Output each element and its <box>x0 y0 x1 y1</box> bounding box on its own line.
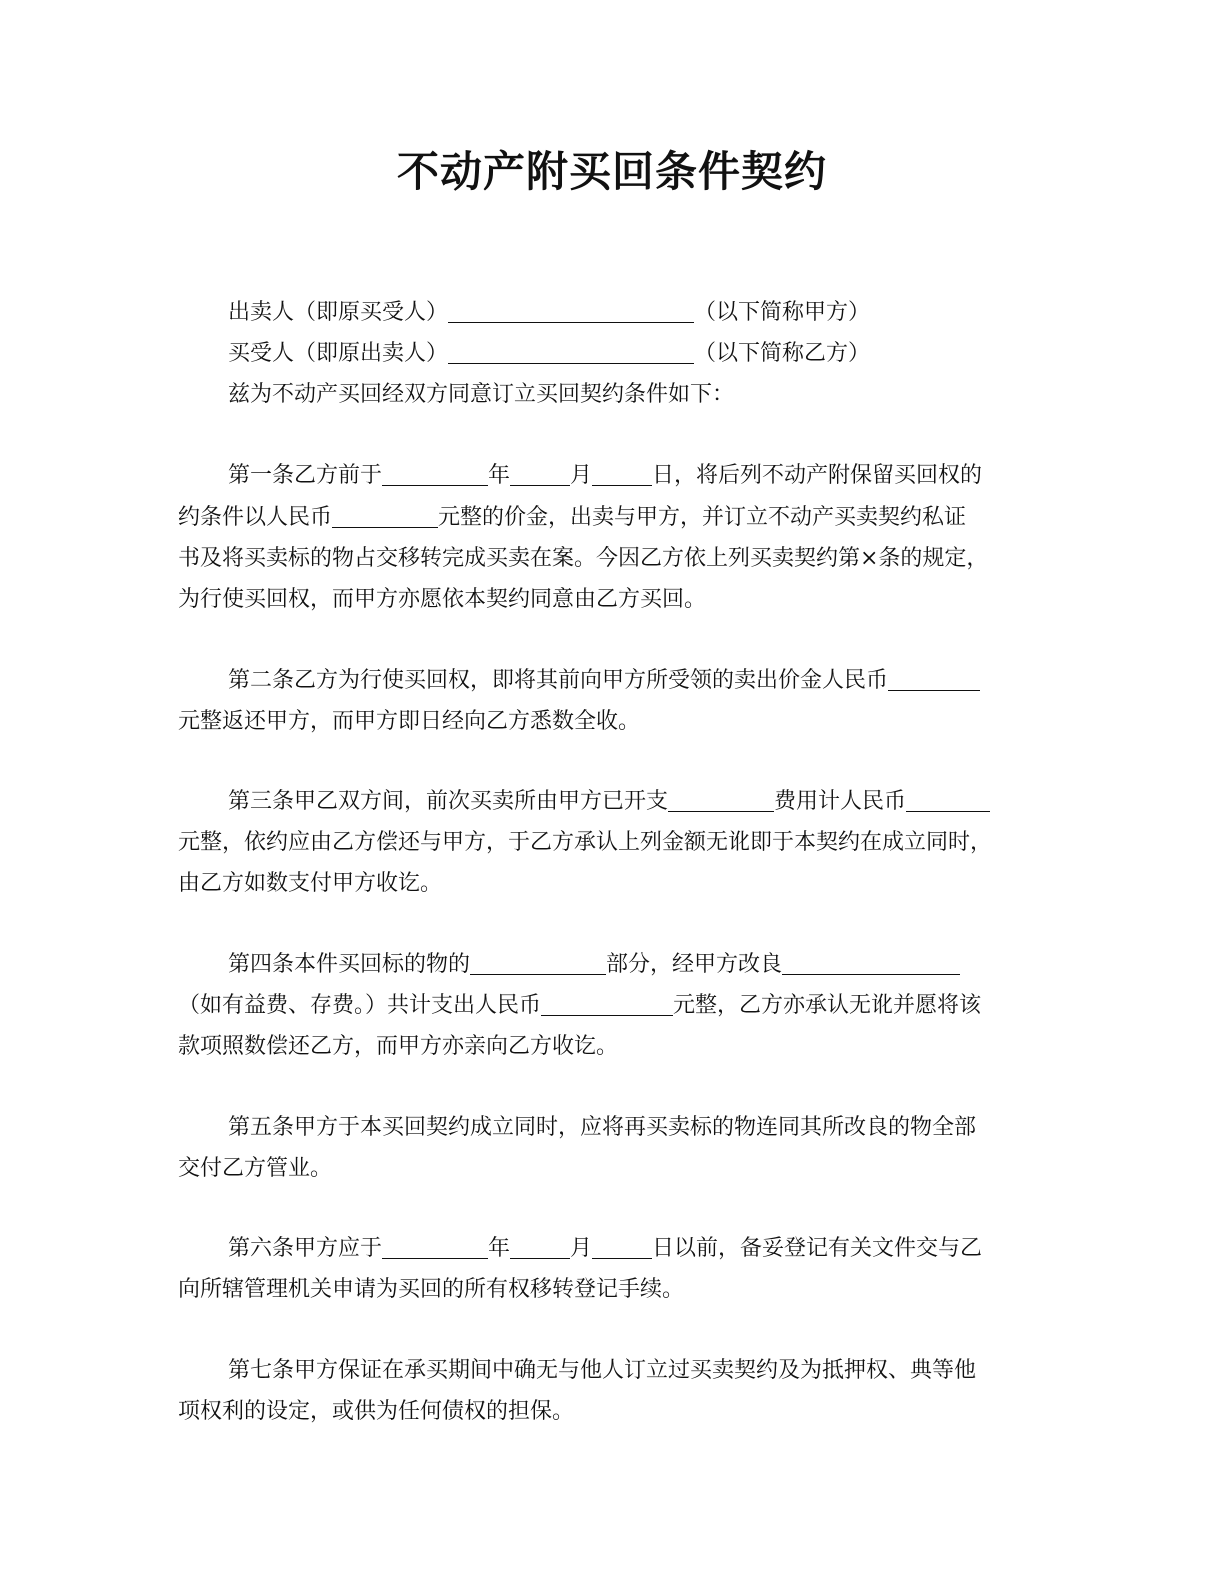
day-blank <box>592 463 652 486</box>
article-1-text: 元整的价金，出卖与甲方，并订立不动产买卖契约私证 <box>438 505 967 530</box>
amount-blank <box>541 993 673 1016</box>
article-1-line-4: 为行使买回权，而甲方亦愿依本契约同意由乙方买回。 <box>178 587 707 612</box>
article-4-text: （如有益费、存费。）共计支出人民币 <box>178 993 542 1018</box>
buyer-suffix: （以下简称乙方） <box>694 341 871 366</box>
article-4-line-2 <box>178 991 1058 1021</box>
intro-line: 兹为不动产买回经双方同意订立买回契约条件如下： <box>228 382 735 407</box>
article-6-text: 第六条甲方应于 <box>228 1236 383 1261</box>
article-6-line-1 <box>228 1234 1108 1264</box>
amount-blank <box>906 789 990 812</box>
article-6-line-2: 向所辖管理机关申请为买回的所有权移转登记手续。 <box>178 1277 685 1302</box>
part-blank <box>470 952 606 975</box>
article-1-text: 第一条乙方前于 <box>228 463 383 488</box>
seller-suffix: （以下简称甲方） <box>694 300 871 325</box>
year-blank <box>382 463 488 486</box>
article-6-text: 日以前，备妥登记有关文件交与乙 <box>652 1236 983 1261</box>
article-7-line-2: 项权利的设定，或供为任何债权的担保。 <box>178 1399 575 1424</box>
article-4-line-1 <box>228 950 1108 980</box>
buyer-name-blank <box>448 341 694 364</box>
article-1-text: 日，将后列不动产附保留买回权的 <box>652 463 983 488</box>
price-blank <box>332 505 438 528</box>
buyer-line <box>228 339 1108 369</box>
article-5-line-1: 第五条甲方于本买回契约成立同时，应将再买卖标的物连同其所改良的物全部 <box>228 1115 977 1140</box>
article-2-text: 第二条乙方为行使买回权，即将其前向甲方所受领的卖出价金人民币 <box>228 668 889 693</box>
article-3-line-2: 元整，依约应由乙方偿还与甲方，于乙方承认上列金额无讹即于本契约在成立同时， <box>178 830 993 855</box>
article-1-line-3: 书及将买卖标的物占交移转完成买卖在案。今因乙方依上列买卖契约第×条的规定， <box>178 546 989 571</box>
article-1-text: 约条件以人民币 <box>178 505 333 530</box>
article-3-text: 费用计人民币 <box>774 789 907 814</box>
article-1-line-2 <box>178 503 1058 533</box>
article-5-line-2: 交付乙方管业。 <box>178 1156 333 1181</box>
buyer-label: 买受人（即原出卖人） <box>228 341 449 366</box>
month-blank <box>510 1236 570 1259</box>
article-3-text: 第三条甲乙双方间，前次买卖所由甲方已开支 <box>228 789 669 814</box>
article-7-line-1: 第七条甲方保证在承买期间中确无与他人订立过买卖契约及为抵押权、典等他 <box>228 1358 977 1383</box>
seller-label: 出卖人（即原买受人） <box>228 300 449 325</box>
article-4-text: 元整，乙方亦承认无讹并愿将该 <box>673 993 982 1018</box>
day-blank <box>592 1236 652 1259</box>
expense-blank <box>668 789 774 812</box>
article-4-text: 部分，经甲方改良 <box>606 952 783 977</box>
improvement-blank <box>782 952 960 975</box>
article-4-line-3: 款项照数偿还乙方，而甲方亦亲向乙方收讫。 <box>178 1034 619 1059</box>
month-label: 月 <box>570 1236 593 1261</box>
amount-blank <box>888 668 980 691</box>
month-label: 月 <box>570 463 593 488</box>
article-2-line-2: 元整返还甲方，而甲方即日经向乙方悉数全收。 <box>178 709 641 734</box>
month-blank <box>510 463 570 486</box>
article-3-line-1 <box>228 787 1108 817</box>
document-title: 不动产附买回条件契约 <box>396 147 827 196</box>
seller-name-blank <box>448 300 694 323</box>
seller-line <box>228 298 1108 328</box>
year-label: 年 <box>488 1236 511 1261</box>
article-3-line-3: 由乙方如数支付甲方收讫。 <box>178 871 443 896</box>
year-blank <box>382 1236 488 1259</box>
year-label: 年 <box>488 463 511 488</box>
article-1-line-1 <box>228 461 1108 491</box>
article-4-text: 第四条本件买回标的物的 <box>228 952 471 977</box>
article-2-line-1 <box>228 666 1108 696</box>
